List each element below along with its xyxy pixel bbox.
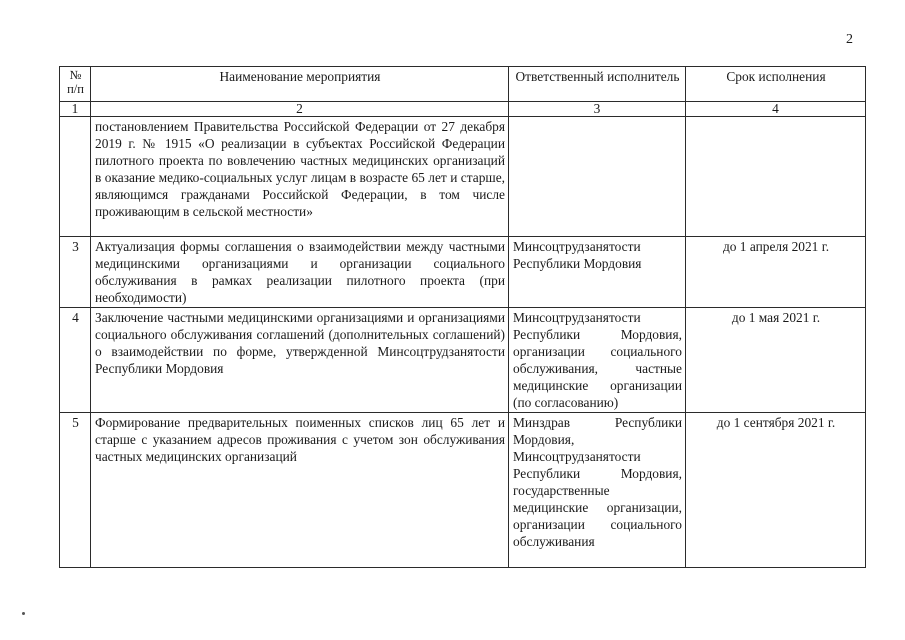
page-number: 2: [846, 32, 853, 47]
row-name: постановлением Правительства Российской Федерации от 27 декабря 2019 г. № 1915 «О реализации в субъектах Российской Федерации пилотного проекта по вовлечению частных медицинских организаций в оказание медико-социальных услуг лицам в возрасте 65 лет и старше, являющимся гражданами Российской Федерации, в том числе проживающим в сельской местности»: [91, 117, 509, 237]
row-num: [60, 117, 91, 237]
row-num: 5: [60, 413, 91, 568]
header-deadline: Срок исполнения: [686, 67, 866, 102]
table-row: [60, 117, 866, 237]
column-index: 3: [509, 102, 686, 117]
table-row: [60, 237, 866, 308]
row-deadline: до 1 мая 2021 г.: [686, 308, 866, 413]
row-num: 4: [60, 308, 91, 413]
row-name: Заключение частными медицинскими организациями и организациями социального обслуживания соглашений (дополнительных соглашений) о взаимодействии по форме, утвержденной Минсоцтрудзанятости Республики Мордовия: [91, 308, 509, 413]
row-name: Актуализация формы соглашения о взаимодействии между частными медицинскими организациями и организации социального обслуживания в рамках реализации пилотного проекта (при необходимости): [91, 237, 509, 308]
header-responsible: Ответственный исполнитель: [509, 67, 686, 102]
table-header-row: [60, 67, 866, 102]
column-index: 1: [60, 102, 91, 117]
row-responsible: Минздрав Республики Мордовия, Минсоцтрудзанятости Республики Мордовия, государственные медицинские организации, организации социального обслуживания: [509, 413, 686, 568]
row-deadline: до 1 апреля 2021 г.: [686, 237, 866, 308]
header-name: Наименование мероприятия: [91, 67, 509, 102]
row-name: Формирование предварительных поименных списков лиц 65 лет и старше с указанием адресов проживания с учетом зон обслуживания частных медицинских организаций: [91, 413, 509, 568]
measures-table: [59, 66, 866, 568]
header-num: № п/п: [60, 67, 91, 102]
row-num: 3: [60, 237, 91, 308]
column-index-row: [60, 102, 866, 117]
column-index: 4: [686, 102, 866, 117]
table-row: [60, 308, 866, 413]
column-index: 2: [91, 102, 509, 117]
row-responsible: [509, 117, 686, 237]
row-deadline: до 1 сентября 2021 г.: [686, 413, 866, 568]
table-row: [60, 413, 866, 568]
row-responsible: Минсоцтрудзанятости Республики Мордовия: [509, 237, 686, 308]
row-responsible: Минсоцтрудзанятости Республики Мордовия, организации социального обслуживания, частные медицинские организации (по согласованию): [509, 308, 686, 413]
row-deadline: [686, 117, 866, 237]
scan-speck: [22, 612, 25, 615]
